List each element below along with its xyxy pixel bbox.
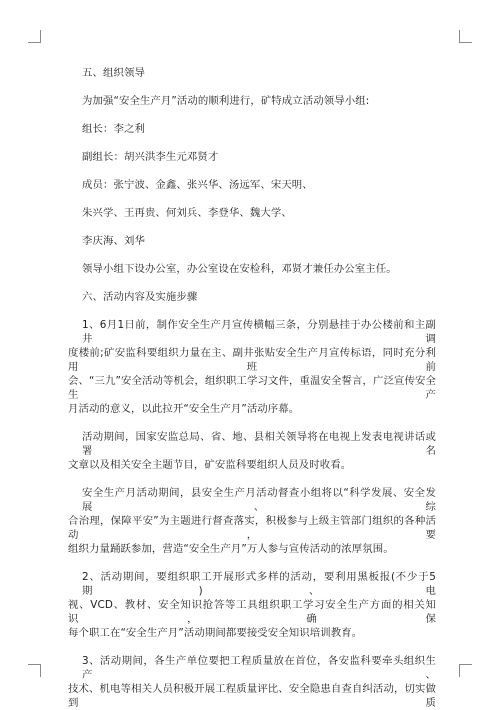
paragraph-broadcast-line-2: 文章以及相关安全主题节目，矿安监科要组织人员及时收看。: [68, 459, 352, 471]
item-2-line-2: 视、VCD、教材、安全知识抢答等工具组织职工学习安全生产方面的相关知识，确保: [68, 599, 436, 625]
item-2-line-3: 每个职工在“安全生产月”活动期间都要接受安全知识培训教育。: [68, 627, 363, 639]
document-body: [68, 66, 436, 709]
paragraph-inspection-line-2: 合治理，保障平安”为主题进行督查落实，积极参与上级主管部门组织的各种活动，要: [68, 515, 436, 541]
item-1-line-2: 度楼前;矿安监科要组织力量在主、副井张贴安全生产月宣传标语，同时充分利用班前: [68, 347, 436, 373]
crop-mark-bottom-right: [459, 664, 472, 677]
paragraph-intro: 为加强“安全生产月”活动的顺利进行，矿特成立活动领导小组:: [82, 95, 370, 107]
crop-mark-top-right: [459, 30, 472, 43]
item-1-line-4: 月活动的意义，以此拉开“安全生产月”活动序幕。: [68, 403, 300, 415]
paragraph-inspection-line-3: 组织力量踊跃参加，营造“安全生产月”万人参与宣传活动的浓厚氛围。: [68, 543, 394, 555]
section-heading-organization: 五、组织领导: [82, 67, 145, 79]
paragraph-broadcast-line-1: 活动期间，国家安监总局、省、地、县相关领导将在电视上发表电视讲话或署名: [82, 431, 436, 457]
item-2-line-1: 2、活动期间，要组织职工开展形式多样的活动，要利用黑板报(不少于5期)、电: [82, 571, 436, 597]
crop-mark-bottom-left: [28, 664, 41, 677]
item-3-line-1: 3、活动期间，各生产单位要把工程质量放在首位，各安监科要牵头组织生产、: [82, 655, 436, 681]
members-line-2: 朱兴学、王再贵、何刘兵、李登华、魏大学、: [82, 207, 292, 219]
members-line-3: 李庆海、刘华: [82, 235, 145, 247]
deputy-leaders: 副组长：胡兴洪李生元邓贤才: [82, 151, 219, 163]
section-heading-activities: 六、活动内容及实施步骤: [82, 291, 198, 303]
team-leader: 组长：李之利: [82, 123, 145, 135]
office-note: 领导小组下设办公室，办公室设在安检科，邓贤才兼任办公室主任。: [82, 263, 397, 275]
paragraph-inspection-line-1: 安全生产月活动期间，县安全生产月活动督查小组将以“科学发展、安全发展、综: [82, 487, 436, 513]
crop-mark-top-left: [28, 30, 41, 43]
item-1-line-3: 会、“三九”安全活动等机会，组织职工学习文件，重温安全誓言，广泛宣传安全生产: [68, 375, 436, 401]
item-1-line-1: 1、6月1日前，制作安全生产月宣传横幅三条，分别悬挂于办公楼前和主副井调: [82, 319, 436, 345]
item-3-line-2: 技术、机电等相关人员积极开展工程质量评比、安全隐患自查自纠活动，切实做到质: [68, 683, 436, 709]
members-line-1: 成员：张宁波、金鑫、张兴华、汤远军、宋天明、: [82, 179, 313, 191]
